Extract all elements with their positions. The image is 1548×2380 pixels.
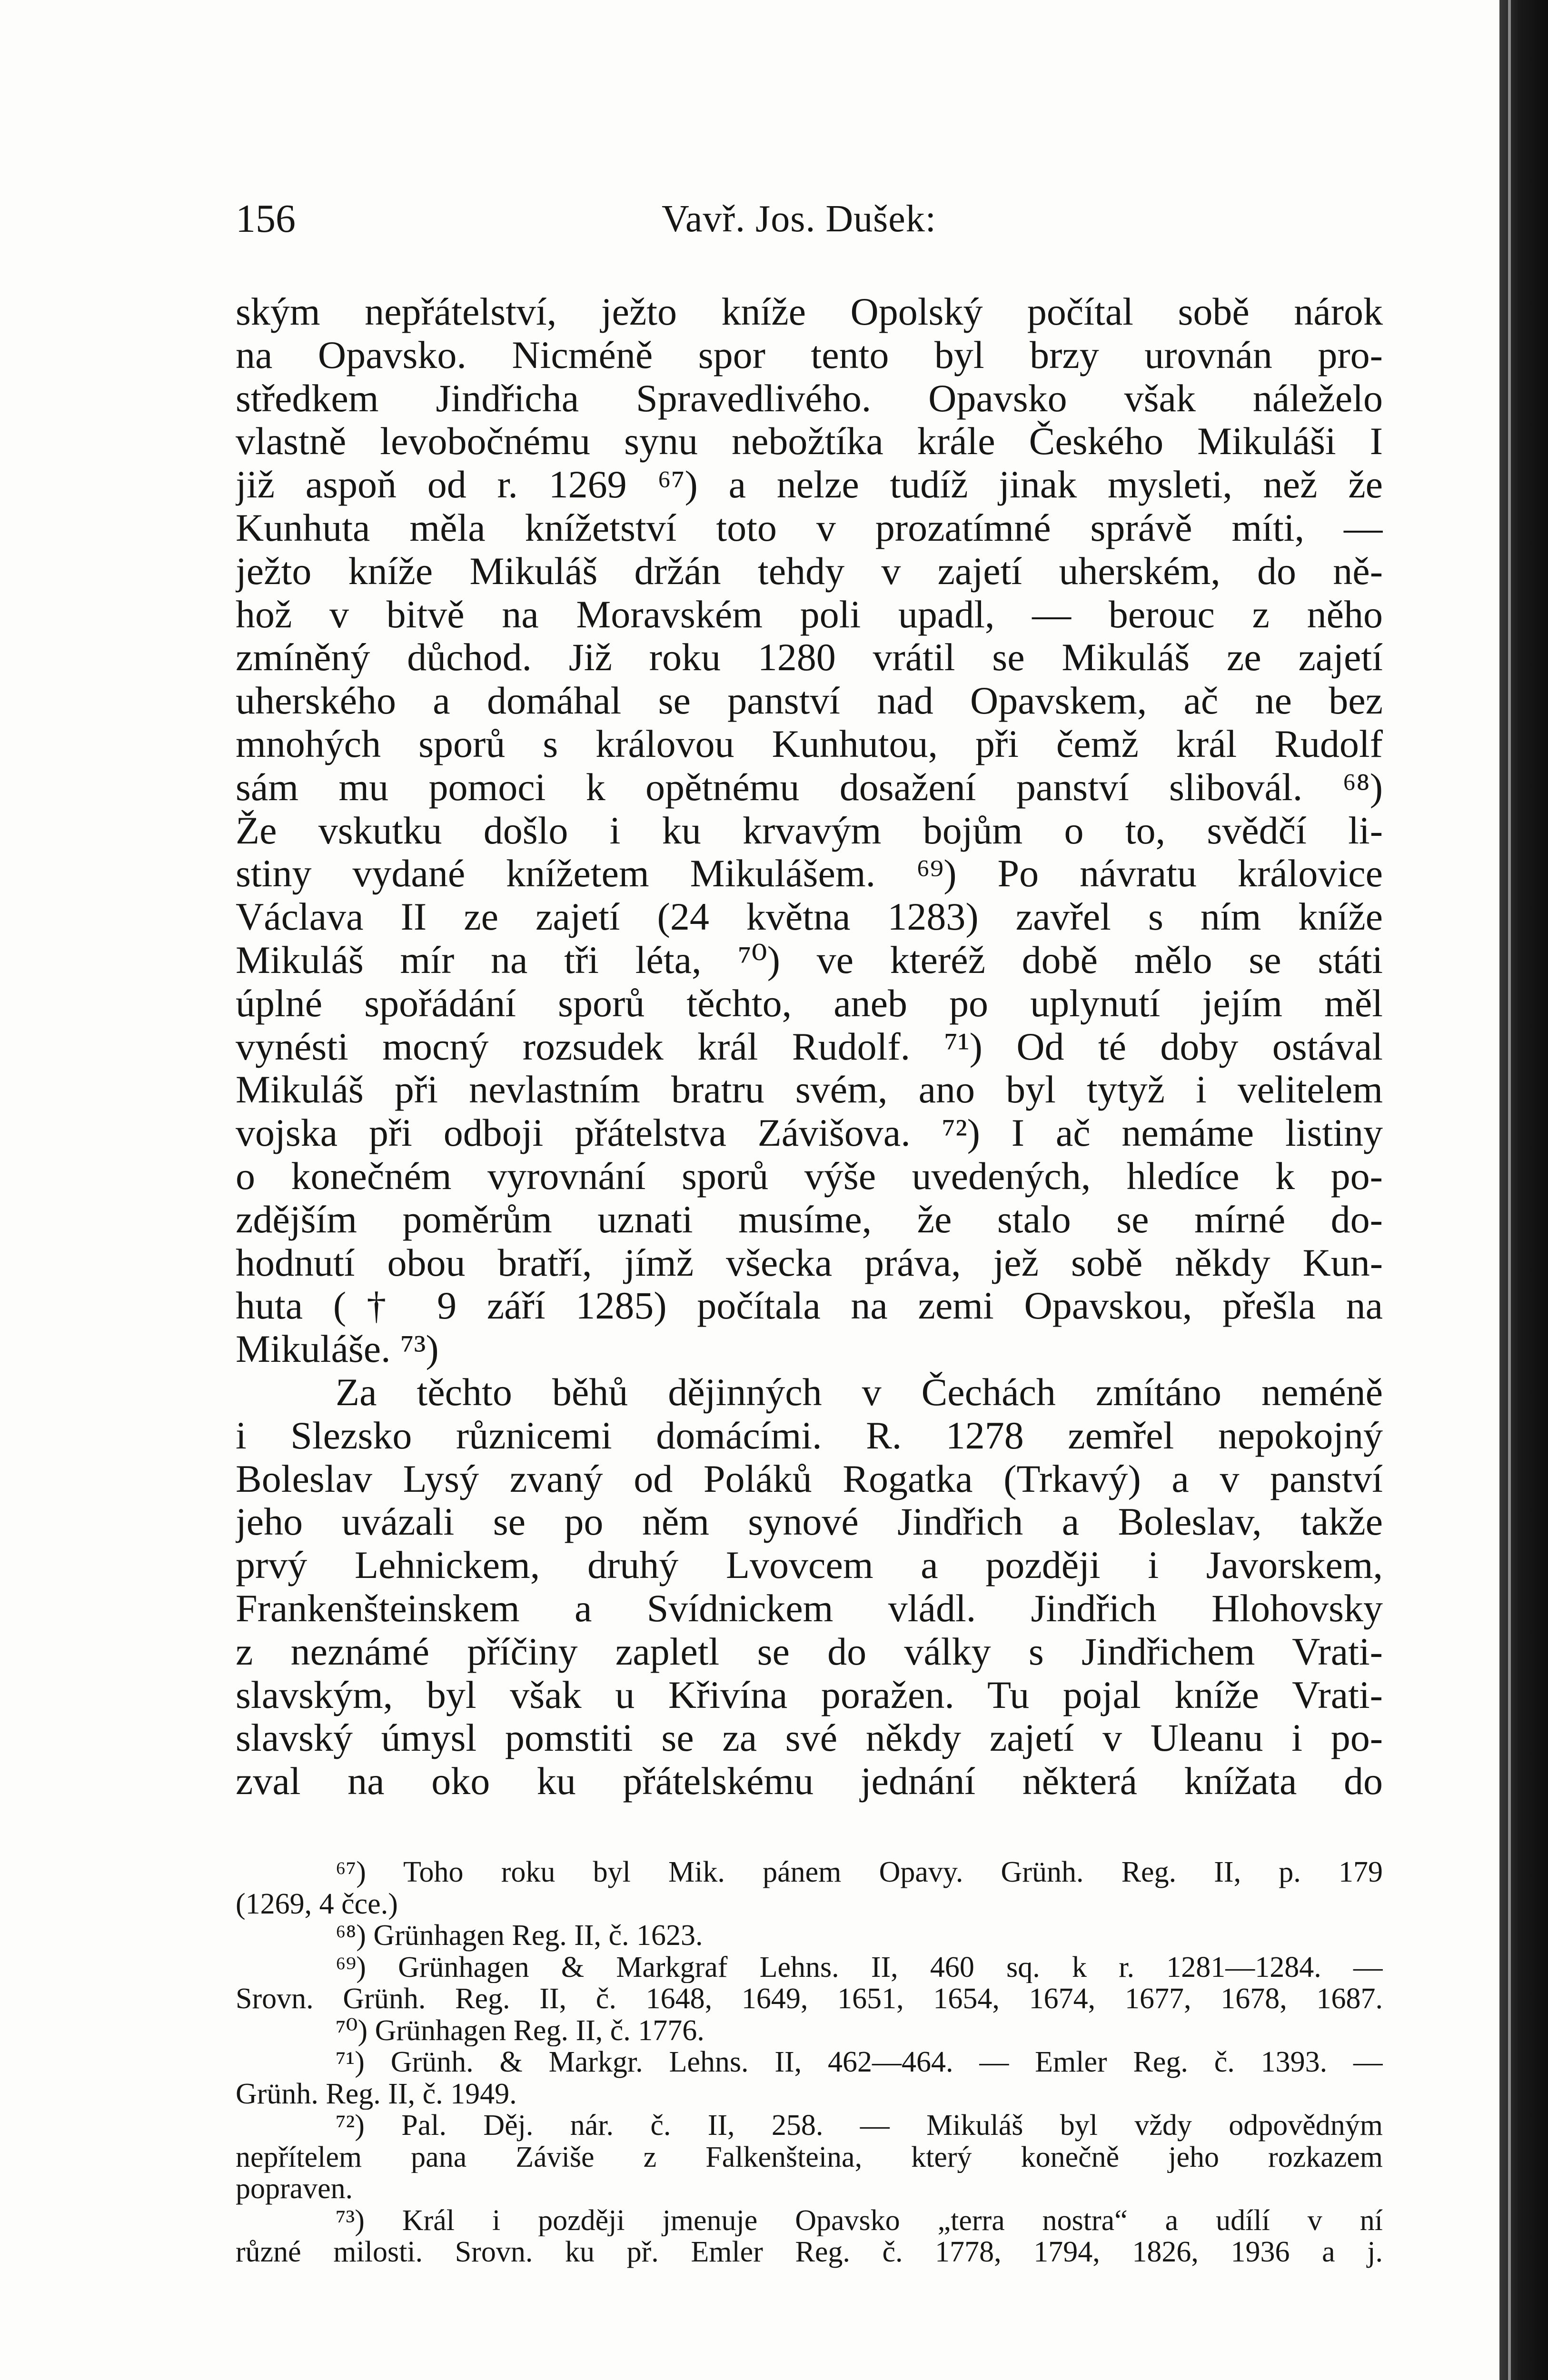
- text-line: vlastně levobočnému synu nebožtíka krále Českého Mikuláši I: [236, 420, 1383, 463]
- text-line: Kunhuta měla knížetství toto v prozatímné správě míti, —: [236, 506, 1383, 549]
- footnote-line: ⁶⁹) Grünhagen & Markgraf Lehns. II, 460 sq. k r. 1281—1284. —: [336, 1951, 1383, 1983]
- page-number: 156: [236, 197, 296, 241]
- footnote-line: ⁶⁷) Toho roku byl Mik. pánem Opavy. Grünh. Reg. II, p. 179: [336, 1856, 1383, 1888]
- text-line: Frankenšteinskem a Svídnickem vládl. Jindřich Hlohovsky: [236, 1587, 1383, 1630]
- text-line: na Opavsko. Nicméně spor tento byl brzy urovnán pro-: [236, 333, 1383, 377]
- text-line: uherského a domáhal se panství nad Opavskem, ač ne bez: [236, 679, 1383, 723]
- text-line: Mikuláš při nevlastním bratru svém, ano byl tytyž i velitelem: [236, 1068, 1383, 1111]
- text-line: slavský úmysl pomstiti se za své někdy zajetí v Uleanu i po-: [236, 1716, 1383, 1760]
- running-head: Vavř. Jos. Dušek:: [662, 198, 936, 240]
- text-line: zval na oko ku přátelskému jednání některá knížata do: [236, 1760, 1383, 1803]
- scan-page-edge: [1499, 0, 1548, 2380]
- footnote-line: (1269, 4 čce.): [236, 1888, 398, 1920]
- text-line: Václava II ze zajetí (24 května 1283) zavřel s ním kníže: [236, 895, 1383, 939]
- text-line: Že vskutku došlo i ku krvavým bojům o to, svědčí li-: [236, 809, 1383, 852]
- text-line: slavským, byl však u Křivína poražen. Tu pojal kníže Vrati-: [236, 1673, 1383, 1716]
- footnote-line: ⁷¹) Grünh. & Markgr. Lehns. II, 462—464. — Emler Reg. č. 1393. —: [336, 2046, 1383, 2078]
- footnote-line: ⁷⁰) Grünhagen Reg. II, č. 1776.: [336, 2014, 705, 2046]
- text-line: vynésti mocný rozsudek král Rudolf. ⁷¹) Od té doby ostával: [236, 1025, 1383, 1068]
- footnote-line: Grünh. Reg. II, č. 1949.: [236, 2078, 517, 2110]
- text-line: o konečném vyrovnání sporů výše uvedených, hledíce k po-: [236, 1154, 1383, 1198]
- paragraph-start-line: Za těchto běhů dějinných v Čechách zmítáno neméně: [336, 1370, 1383, 1414]
- text-line: hož v bitvě na Moravském poli upadl, — berouc z něho: [236, 593, 1383, 636]
- text-line: Boleslav Lysý zvaný od Poláků Rogatka (Trkavý) a v panství: [236, 1457, 1383, 1500]
- text-line: vojska při odboji přátelstva Závišova. ⁷²) I ač nemáme listiny: [236, 1111, 1383, 1155]
- footnotes: [236, 1856, 1383, 2268]
- text-line: úplné spořádání sporů těchto, aneb po uplynutí jejím měl: [236, 982, 1383, 1025]
- footnote-line: různé milosti. Srovn. ku př. Emler Reg. č. 1778, 1794, 1826, 1936 a j.: [236, 2236, 1383, 2268]
- text-line: jeho uvázali se po něm synové Jindřich a Boleslav, takže: [236, 1500, 1383, 1544]
- footnote-line: ⁷²) Pal. Děj. nár. č. II, 258. — Mikuláš byl vždy odpovědným: [336, 2110, 1383, 2142]
- text-line: zmíněný důchod. Již roku 1280 vrátil se Mikuláš ze zajetí: [236, 636, 1383, 679]
- footnote-line: Srovn. Grünh. Reg. II, č. 1648, 1649, 1651, 1654, 1674, 1677, 1678, 1687.: [236, 1983, 1383, 2015]
- page-header: [236, 193, 1383, 245]
- footnote-line: ⁷³) Král i později jmenuje Opavsko „terra nostra“ a udílí v ní: [336, 2204, 1383, 2236]
- footnote-line: ⁶⁸) Grünhagen Reg. II, č. 1623.: [336, 1920, 703, 1952]
- text-line: huta († 9 září 1285) počítala na zemi Opavskou, přešla na: [236, 1284, 1383, 1328]
- paragraph-end-line: Mikuláše. ⁷³): [236, 1328, 439, 1371]
- text-line: prvý Lehnickem, druhý Lvovcem a později i Javorskem,: [236, 1544, 1383, 1587]
- footnote-line: nepřítelem pana Záviše z Falkenšteina, který konečně jeho rozkazem: [236, 2141, 1383, 2173]
- text-line: sám mu pomoci k opětnému dosažení panství slibovál. ⁶⁸): [236, 765, 1383, 809]
- text-line: zdějším poměrům uznati musíme, že stalo se mírné do-: [236, 1198, 1383, 1241]
- scan-page-edge-highlight: [1508, 0, 1511, 2380]
- footnote-line: popraven.: [236, 2173, 353, 2205]
- main-text: [236, 290, 1383, 1803]
- text-line: již aspoň od r. 1269 ⁶⁷) a nelze tudíž jinak mysleti, než že: [236, 463, 1383, 506]
- text-line: ským nepřátelství, ježto kníže Opolský počítal sobě nárok: [236, 290, 1383, 333]
- text-line: středkem Jindřicha Spravedlivého. Opavsko však náleželo: [236, 377, 1383, 420]
- text-line: stiny vydané knížetem Mikulášem. ⁶⁹) Po návratu královice: [236, 852, 1383, 895]
- text-line: i Slezsko různicemi domácími. R. 1278 zemřel nepokojný: [236, 1414, 1383, 1457]
- text-line: Mikuláš mír na tři léta, ⁷⁰) ve kteréž době mělo se státi: [236, 938, 1383, 982]
- text-line: hodnutí obou bratří, jímž všecka práva, jež sobě někdy Kun-: [236, 1241, 1383, 1284]
- text-line: mnohých sporů s královou Kunhutou, při čemž král Rudolf: [236, 722, 1383, 765]
- text-line: z neznámé příčiny zapletl se do války s Jindřichem Vrati-: [236, 1630, 1383, 1673]
- text-line: ježto kníže Mikuláš držán tehdy v zajetí uherském, do ně-: [236, 549, 1383, 593]
